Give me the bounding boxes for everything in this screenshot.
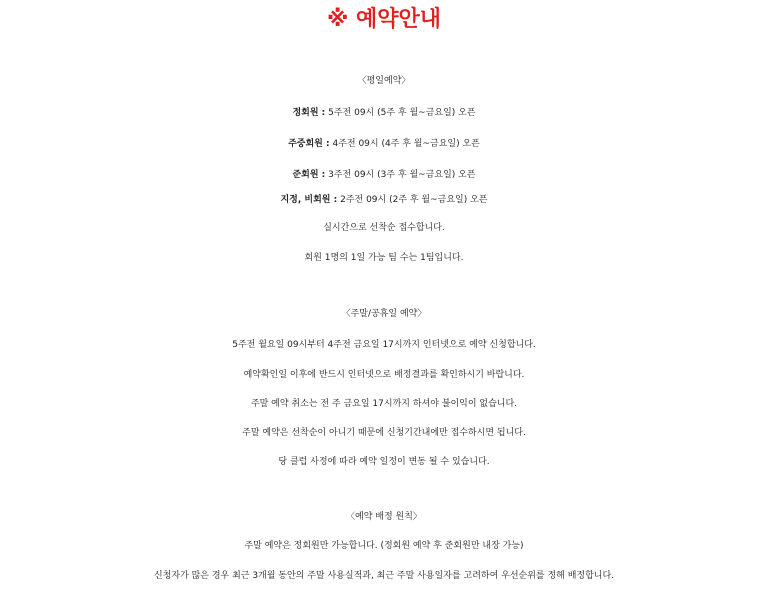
weekday-row-regular xyxy=(0,103,768,123)
allocation-heading: 〈예약 배정 원칙〉 xyxy=(346,512,422,522)
row-text: 3주전 09시 (3주 후 월~금요일) 오픈 xyxy=(325,170,476,180)
row-text: 5주전 09시 (5주 후 월~금요일) 오픈 xyxy=(325,108,476,118)
row-label: 정회원 : xyxy=(292,108,326,118)
weekday-row-designated xyxy=(0,190,768,210)
weekday-note-team-limit: 회원 1명의 1일 가능 팀 수는 1팀입니다. xyxy=(304,253,464,263)
allocation-line: 주말 예약은 정회원만 가능합니다. (정회원 예약 후 준회원만 내장 가능) xyxy=(244,541,524,551)
weekday-row-weekday-member xyxy=(0,134,768,154)
page-title: ※ 예약안내 xyxy=(326,7,442,32)
row-label: 준회원 : xyxy=(292,170,326,180)
row-label: 지정, 비회원 : xyxy=(280,195,338,205)
weekend-line: 예약확인일 이후에 반드시 인터넷으로 배정결과를 확인하시기 바랍니다. xyxy=(243,370,525,380)
weekend-line: 5주전 월요일 09시부터 4주전 금요일 17시까지 인터넷으로 예약 신청합니다. xyxy=(232,340,536,350)
weekend-line: 주말 예약 취소는 전 주 금요일 17시까지 하셔야 불이익이 없습니다. xyxy=(250,399,518,409)
weekday-row-associate xyxy=(0,165,768,185)
row-label: 주중회원 : xyxy=(288,139,330,149)
weekday-heading: 〈평일예약〉 xyxy=(357,76,411,86)
weekend-line: 주말 예약은 선착순이 아니기 때문에 신청기간내에만 접수하시면 됩니다. xyxy=(242,428,526,438)
row-text: 2주전 09시 (2주 후 월~금요일) 오픈 xyxy=(337,195,488,205)
weekend-line: 당 클럽 사정에 따라 예약 일정이 변동 될 수 있습니다. xyxy=(278,457,490,467)
weekend-heading: 〈주말/공휴일 예약〉 xyxy=(341,309,427,319)
allocation-line: 신청자가 많은 경우 최근 3개월 동안의 주말 사용실적과, 최근 주말 사용일자를 고려하여 우선순위를 정해 배정합니다. xyxy=(153,571,615,581)
weekday-note-first-come: 실시간으로 선착순 접수합니다. xyxy=(323,223,445,233)
row-text: 4주전 09시 (4주 후 월~금요일) 오픈 xyxy=(329,139,480,149)
